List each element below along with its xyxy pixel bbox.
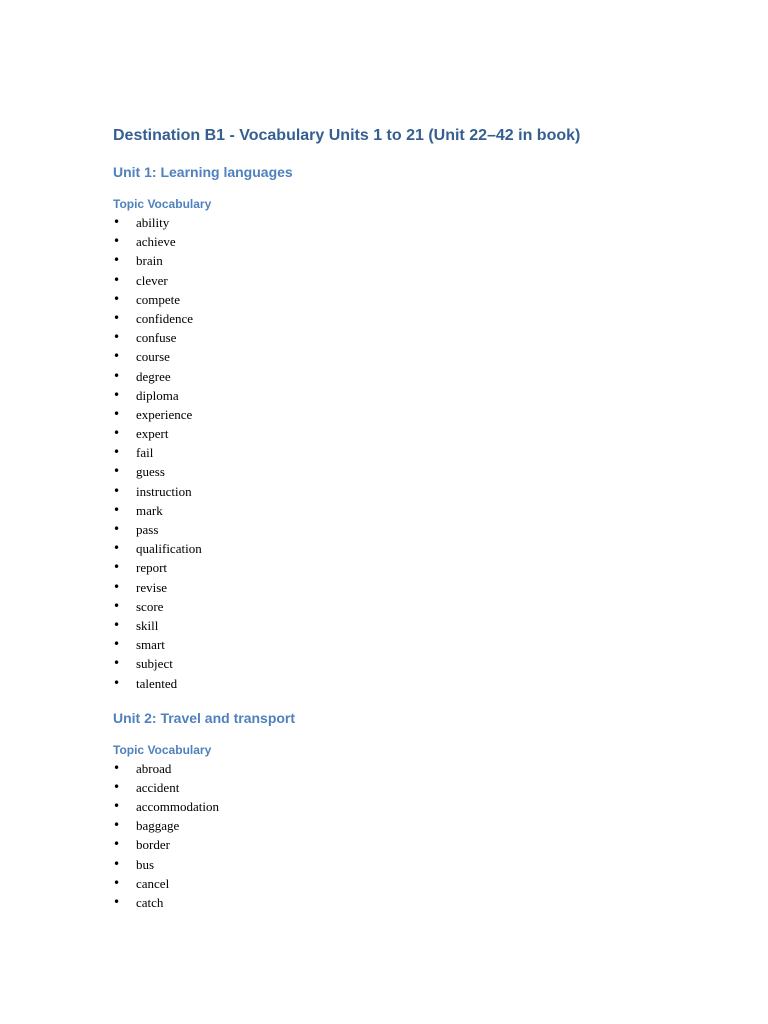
vocabulary-word: cancel [136, 875, 170, 891]
bullet-icon: • [113, 272, 121, 287]
document-title: Destination B1 - Vocabulary Units 1 to 21 (Unit 22–42 in book) [113, 127, 581, 144]
list-item [113, 874, 713, 893]
bullet-icon: • [113, 464, 121, 479]
bullet-icon: • [113, 579, 121, 594]
bullet-icon: • [113, 483, 121, 498]
vocabulary-word: expert [136, 426, 169, 442]
list-item [113, 232, 713, 251]
vocabulary-word: confuse [136, 330, 177, 346]
bullet-icon: • [113, 818, 121, 833]
list-item [113, 347, 713, 366]
bullet-icon: • [113, 291, 121, 306]
bullet-icon: • [113, 445, 121, 460]
list-item [113, 309, 713, 328]
unit-1-word-list [113, 213, 713, 693]
bullet-icon: • [113, 856, 121, 871]
bullet-icon: • [113, 637, 121, 652]
bullet-icon: • [113, 875, 121, 890]
bullet-icon: • [113, 215, 121, 229]
vocabulary-word: accommodation [136, 799, 220, 815]
vocabulary-word: fail [136, 445, 154, 461]
unit-1-topic-vocabulary-heading: Topic Vocabulary [113, 197, 212, 211]
vocabulary-word: border [136, 837, 170, 853]
vocabulary-word: talented [136, 675, 178, 691]
bullet-icon: • [113, 253, 121, 268]
bullet-icon: • [113, 779, 121, 794]
vocabulary-word: report [136, 560, 168, 576]
vocabulary-word: ability [136, 215, 170, 230]
bullet-icon: • [113, 617, 121, 632]
list-item [113, 778, 713, 797]
vocabulary-word: brain [136, 253, 163, 269]
bullet-icon: • [113, 837, 121, 852]
bullet-icon: • [113, 349, 121, 364]
bullet-icon: • [113, 387, 121, 402]
list-item [113, 674, 713, 693]
unit-2-word-list [113, 759, 713, 913]
list-item [113, 855, 713, 874]
vocabulary-word: instruction [136, 483, 192, 499]
list-item [113, 290, 713, 309]
list-item [113, 482, 713, 501]
vocabulary-word: baggage [136, 818, 180, 834]
vocabulary-word: confidence [136, 310, 194, 326]
list-item [113, 616, 713, 635]
bullet-icon: • [113, 522, 121, 536]
list-item [113, 386, 713, 405]
list-item [113, 578, 713, 597]
list-item [113, 759, 713, 778]
vocabulary-word: catch [136, 895, 164, 910]
bullet-icon: • [113, 656, 121, 671]
vocabulary-word: mark [136, 502, 163, 518]
vocabulary-word: bus [136, 856, 155, 872]
list-item [113, 328, 713, 347]
vocabulary-word: skill [136, 617, 159, 633]
unit-2-topic-vocabulary-heading: Topic Vocabulary [113, 742, 212, 757]
vocabulary-word: accident [136, 779, 180, 795]
bullet-icon: • [113, 310, 121, 325]
vocabulary-word: qualification [136, 541, 202, 557]
bullet-icon: • [113, 895, 121, 909]
bullet-icon: • [113, 598, 121, 613]
list-item [113, 213, 713, 232]
bullet-icon: • [113, 560, 121, 575]
list-item [113, 539, 713, 558]
vocabulary-word: degree [136, 368, 171, 384]
vocabulary-word: revise [136, 579, 168, 595]
bullet-icon: • [113, 368, 121, 383]
list-item [113, 816, 713, 835]
vocabulary-word: subject [136, 656, 173, 672]
list-item [113, 367, 713, 386]
unit-1-heading: Unit 1: Learning languages [113, 164, 293, 180]
list-item [113, 462, 713, 481]
bullet-icon: • [113, 234, 121, 249]
bullet-icon: • [113, 675, 121, 690]
bullet-icon: • [113, 426, 121, 441]
list-item [113, 405, 713, 424]
vocabulary-word: smart [136, 637, 165, 653]
unit-2-heading: Unit 2: Travel and transport [113, 709, 296, 726]
vocabulary-word: guess [136, 464, 165, 480]
bullet-icon: • [113, 799, 121, 814]
vocabulary-word: experience [136, 406, 193, 422]
vocabulary-word: compete [136, 291, 181, 307]
list-item [113, 635, 713, 654]
vocabulary-word: clever [136, 272, 168, 288]
bullet-icon: • [113, 502, 121, 517]
vocabulary-word: abroad [136, 760, 172, 776]
document-page [113, 124, 713, 912]
bullet-icon: • [113, 406, 121, 421]
list-item [113, 501, 713, 520]
list-item [113, 654, 713, 673]
bullet-icon: • [113, 760, 121, 775]
list-item [113, 271, 713, 290]
list-item [113, 443, 713, 462]
bullet-icon: • [113, 330, 121, 345]
vocabulary-word: diploma [136, 387, 179, 403]
list-item [113, 251, 713, 270]
list-item [113, 797, 713, 816]
list-item [113, 893, 713, 912]
list-item [113, 597, 713, 616]
list-item [113, 835, 713, 854]
list-item [113, 520, 713, 539]
list-item [113, 558, 713, 577]
vocabulary-word: achieve [136, 234, 176, 250]
vocabulary-word: course [136, 349, 170, 365]
vocabulary-word: score [136, 598, 164, 614]
list-item [113, 424, 713, 443]
bullet-icon: • [113, 541, 121, 556]
vocabulary-word: pass [136, 522, 159, 537]
